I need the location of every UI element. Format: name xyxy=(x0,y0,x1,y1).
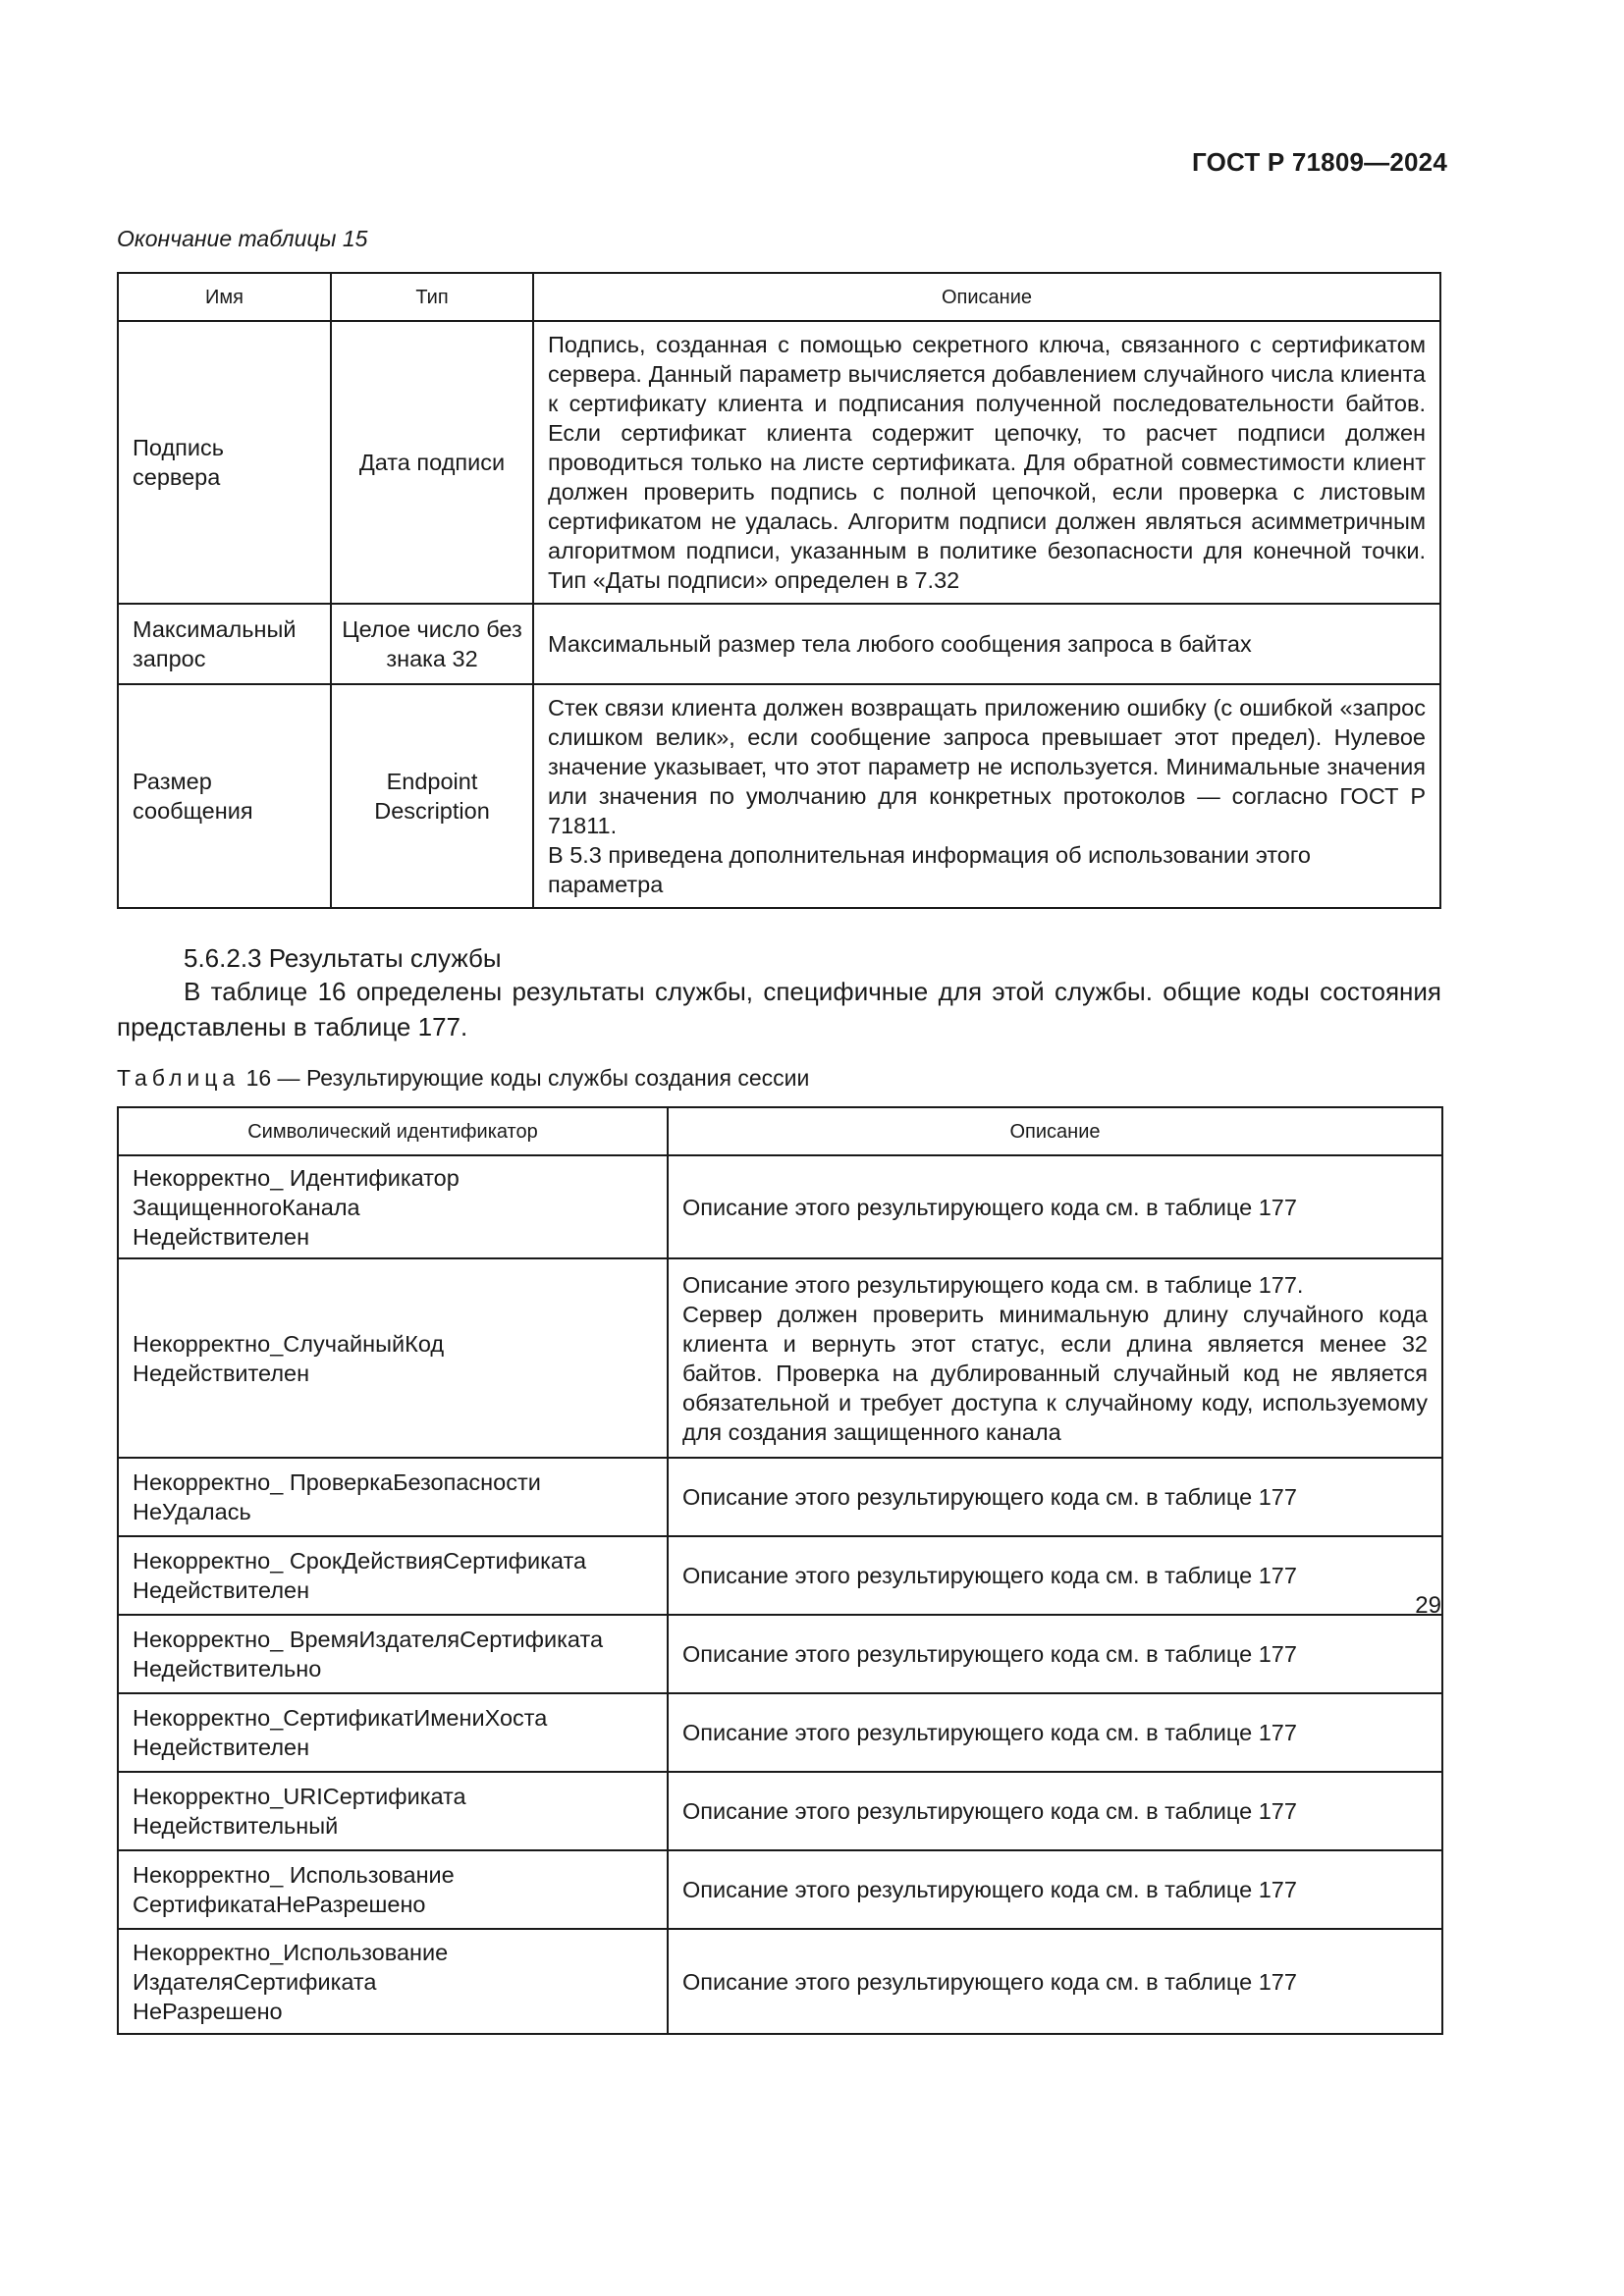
table-row xyxy=(118,604,1440,684)
table16-cell-identifier: Некорректно_Использование ИздателяСертификата НеРазрешено xyxy=(118,1929,668,2034)
table16-header-row xyxy=(118,1107,1442,1155)
table16-cell-description: Описание этого результирующего кода см. в таблице 177. Сервер должен проверить минимальную длину случайного кода клиента и вернуть этот статус, если длина является менее 32 байтов. Проверка на дублированный случайный код не является обязательной и требует доступа к случайному коду, используемому для создания защищенного канала xyxy=(668,1258,1442,1458)
section-paragraph: В таблице 16 определены результаты службы, специфичные для этой службы. общие коды состояния представлены в таблице 177. xyxy=(117,977,1441,1041)
table15-cell-name: Размер сообщения xyxy=(118,684,331,908)
table-row xyxy=(118,1850,1442,1929)
table16-cell-identifier: Некорректно_ ВремяИздателяСертификата Недействительно xyxy=(118,1615,668,1693)
table15-col-name: Имя xyxy=(118,273,331,321)
table-row xyxy=(118,1615,1442,1693)
table16-cell-description: Описание этого результирующего кода см. в таблице 177 xyxy=(668,1536,1442,1615)
table16-cell-description: Описание этого результирующего кода см. в таблице 177 xyxy=(668,1615,1442,1693)
table15-caption: Окончание таблицы 15 xyxy=(117,226,368,251)
table-row xyxy=(118,321,1440,604)
table-row xyxy=(118,1693,1442,1772)
table15-cell-type: Дата подписи xyxy=(331,321,533,604)
table16-col-identifier: Символический идентификатор xyxy=(118,1107,668,1155)
table-row xyxy=(118,1458,1442,1536)
table-row xyxy=(118,1929,1442,2034)
table15-description-extra: В 5.3 приведена дополнительная информация об использовании этого параметра xyxy=(548,842,1311,897)
table16-cell-description: Описание этого результирующего кода см. в таблице 177 xyxy=(668,1772,1442,1850)
table16-caption-label: Таблица xyxy=(117,1065,241,1091)
table-row xyxy=(118,1258,1442,1458)
table15-description-text: Стек связи клиента должен возвращать приложению ошибку (с ошибкой «запрос слишком велик», если сообщение запроса превышает этот предел). Нулевое значение указывает, что этот параметр не используется. Минимальные значения или значения по умолчанию для конкретных протоколов — согласно ГОСТ Р 71811. xyxy=(548,695,1426,838)
table15-cell-type: Endpoint Description xyxy=(331,684,533,908)
table16-col-description: Описание xyxy=(668,1107,1442,1155)
table16-caption xyxy=(117,1065,809,1092)
table16-cell-identifier: Некорректно_СлучайныйКод Недействителен xyxy=(118,1258,668,1458)
page-number: 29 xyxy=(1415,1592,1441,1619)
table-row xyxy=(118,684,1440,908)
table16-cell-description: Описание этого результирующего кода см. в таблице 177 xyxy=(668,1155,1442,1258)
table15-cell-description: Максимальный размер тела любого сообщения запроса в байтах xyxy=(533,604,1440,684)
table16-cell-identifier: Некорректно_URIСертификата Недействительный xyxy=(118,1772,668,1850)
table16-cell-identifier: Некорректно_ Использование СертификатаНеРазрешено xyxy=(118,1850,668,1929)
table15-cell-name: Подпись сервера xyxy=(118,321,331,604)
table16-cell-description: Описание этого результирующего кода см. в таблице 177 xyxy=(668,1458,1442,1536)
table15-cell-name: Максимальный запрос xyxy=(118,604,331,684)
table15-header-row xyxy=(118,273,1440,321)
table15-cell-type: Целое число без знака 32 xyxy=(331,604,533,684)
table16-cell-identifier: Некорректно_ ПроверкаБезопасности НеУдалась xyxy=(118,1458,668,1536)
table16-cell-description: Описание этого результирующего кода см. в таблице 177 xyxy=(668,1693,1442,1772)
table15-cell-description xyxy=(533,684,1440,908)
table-row xyxy=(118,1155,1442,1258)
section-heading: 5.6.2.3 Результаты службы xyxy=(184,943,502,973)
table16-cell-identifier: Некорректно_ СрокДействияСертификата Недействителен xyxy=(118,1536,668,1615)
table16-cell-description: Описание этого результирующего кода см. в таблице 177 xyxy=(668,1850,1442,1929)
table15-col-description: Описание xyxy=(533,273,1440,321)
table16 xyxy=(117,1106,1443,2035)
table16-cell-description: Описание этого результирующего кода см. в таблице 177 xyxy=(668,1929,1442,2034)
document-standard-header: ГОСТ Р 71809—2024 xyxy=(1192,147,1447,177)
table16-cell-identifier: Некорректно_СертификатИмениХоста Недействителен xyxy=(118,1693,668,1772)
table15 xyxy=(117,272,1441,909)
table-row xyxy=(118,1772,1442,1850)
table-row xyxy=(118,1536,1442,1615)
table16-caption-text: 16 — Результирующие коды службы создания сессии xyxy=(245,1065,810,1091)
table15-cell-description: Подпись, созданная с помощью секретного ключа, связанного с сертификатом сервера. Данный параметр вычисляется добавлением случайного числа клиента к сертификату клиента и подписания полученной последовательности байтов. Если сертификат клиента содержит цепочку, то расчет подписи должен проводиться только на листе сертификата. Для обратной совместимости клиент должен проверить подпись с полной цепочкой, если проверка с листовым сертификатом не удалась. Алгоритм подписи должен являться асимметричным алгоритмом подписи, указанным в политике безопасности для конечной точки. Тип «Даты подписи» определен в 7.32 xyxy=(533,321,1440,604)
table16-cell-identifier: Некорректно_ Идентификатор ЗащищенногоКанала Недействителен xyxy=(118,1155,668,1258)
table15-col-type: Тип xyxy=(331,273,533,321)
